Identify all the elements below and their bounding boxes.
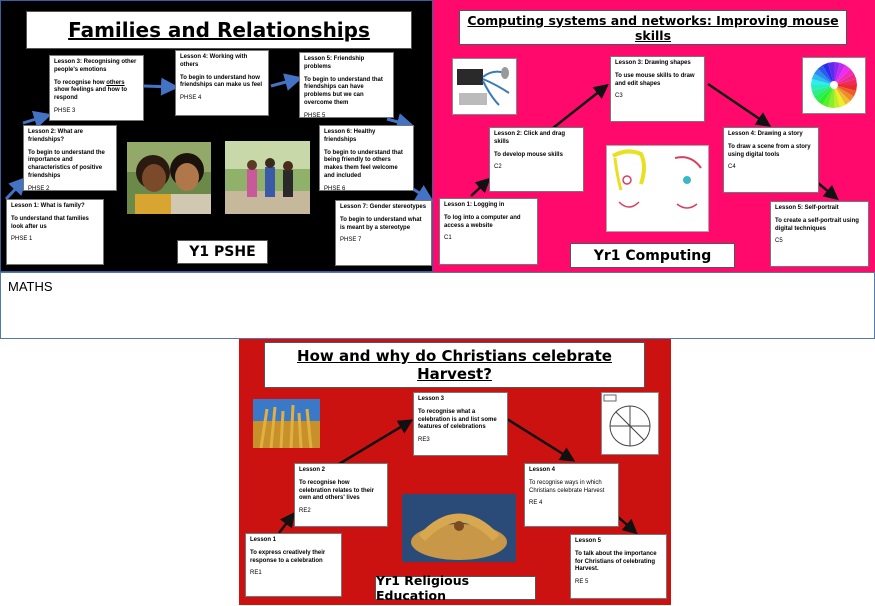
computing-lesson-4: Lesson 4: Drawing a story To draw a scene from a story using digital tools C4 <box>723 127 819 193</box>
re-lesson-4: Lesson 4 To recognise ways in which Christians celebrate Harvest RE 4 <box>524 463 619 527</box>
computing-lesson-5: Lesson 5: Self-portrait To create a self-portrait using digital techniques C5 <box>770 201 869 267</box>
re-lesson-3: Lesson 3 To recognise what a celebration is and list some features of celebrations RE3 <box>413 392 508 456</box>
computing-lesson-2: Lesson 2: Click and drag skills To develop mouse skills C2 <box>489 127 584 192</box>
colour-wheel-svg <box>803 58 865 113</box>
re-panel <box>239 339 671 605</box>
colour-wheel-image <box>802 57 866 114</box>
pie-worksheet-image <box>601 392 659 455</box>
computing-subtitle: Yr1 Computing <box>570 243 735 268</box>
computing-lesson-3: Lesson 3: Drawing shapes To use mouse skills to draw and edit shapes C3 <box>610 56 705 122</box>
pshe-lesson-1: Lesson 1: What is family? To understand that families look after us PHSE 1 <box>6 199 104 265</box>
children-photo <box>127 142 211 214</box>
pshe-lesson-4: Lesson 4: Working with others To begin to understand how friendships can make us feel PHSE 4 <box>175 50 269 116</box>
pshe-lesson-2: Lesson 2: What are friendships? To begin to understand the importance and characteristics of positive friendships PHSE 2 <box>23 125 117 191</box>
pshe-lesson-5: Lesson 5: Friendship problems To begin to understand that friendships can have problems but we can overcome them PHSE 5 <box>299 52 394 118</box>
pshe-lesson-3: Lesson 3: Recognising other people's emotions To recognise how others show feelings and how to respond PHSE 3 <box>49 55 144 121</box>
re-subtitle: Yr1 Religious Education <box>375 576 536 600</box>
wheat-photo <box>253 399 320 448</box>
maths-panel <box>0 272 875 339</box>
computing-panel <box>433 0 875 272</box>
pshe-lesson-7: Lesson 7: Gender stereotypes To begin to understand what is meant by a stereotype PHSE 7 <box>335 200 432 266</box>
self-portrait-drawing <box>606 145 709 232</box>
pshe-title: Families and Relationships <box>26 11 412 49</box>
computing-lesson-1: Lesson 1: Logging in To log into a computer and access a website C1 <box>439 198 538 265</box>
re-lesson-1: Lesson 1 To express creatively their response to a celebration RE1 <box>245 533 342 597</box>
computing-title: Computing systems and networks: Improving mouse skills <box>459 10 847 45</box>
re-title: How and why do Christians celebrate Harvest? <box>264 342 645 388</box>
maths-label: MATHS <box>8 279 53 294</box>
re-lesson-2: Lesson 2 To recognise how celebration relates to their own and others' lives RE2 <box>294 463 388 527</box>
harvest-bread-photo <box>402 494 516 562</box>
mouse-network-image <box>452 58 517 115</box>
re-lesson-5: Lesson 5 To talk about the importance for Christians of celebrating Harvest. RE 5 <box>570 534 667 599</box>
walking-children-photo <box>225 141 310 214</box>
pshe-subtitle: Y1 PSHE <box>177 240 268 264</box>
pshe-lesson-6: Lesson 6: Healthy friendships To begin to understand that being friendly to others makes them feel welcome and included PHSE 6 <box>319 125 414 191</box>
pshe-panel <box>0 0 433 272</box>
